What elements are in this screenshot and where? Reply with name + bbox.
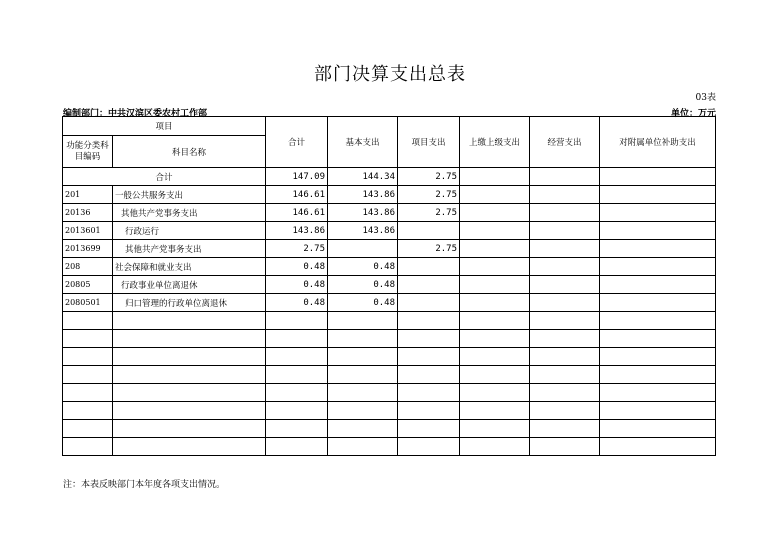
cell-code: 20805 bbox=[63, 276, 113, 294]
cell-total: 0.48 bbox=[266, 294, 328, 312]
cell-upper bbox=[460, 294, 530, 312]
cell-empty bbox=[460, 312, 530, 330]
cell-empty bbox=[600, 420, 716, 438]
table-row-empty bbox=[63, 384, 716, 402]
cell-business bbox=[530, 204, 600, 222]
cell-business bbox=[530, 222, 600, 240]
table-row bbox=[63, 276, 716, 294]
cell-empty bbox=[266, 402, 328, 420]
cell-upper bbox=[460, 186, 530, 204]
cell-basic: 144.34 bbox=[328, 168, 398, 186]
table-row bbox=[63, 294, 716, 312]
cell-project: 2.75 bbox=[398, 204, 460, 222]
cell-empty bbox=[266, 384, 328, 402]
cell-project: 2.75 bbox=[398, 186, 460, 204]
cell-empty bbox=[530, 366, 600, 384]
cell-empty bbox=[266, 348, 328, 366]
cell-code: 201 bbox=[63, 186, 113, 204]
unit-label: 单位：万元 bbox=[670, 109, 716, 119]
header-total: 合计 bbox=[266, 117, 328, 168]
cell-subsidy bbox=[600, 258, 716, 276]
cell-empty bbox=[530, 348, 600, 366]
header-code: 功能分类科目编码 bbox=[63, 136, 113, 168]
header-project: 项目支出 bbox=[398, 117, 460, 168]
table-row-empty bbox=[63, 348, 716, 366]
header-subsidy: 对附属单位补助支出 bbox=[600, 117, 716, 168]
cell-project: 2.75 bbox=[398, 168, 460, 186]
cell-empty bbox=[530, 384, 600, 402]
table-number: 03表 bbox=[695, 93, 716, 103]
cell-empty bbox=[266, 330, 328, 348]
table-total-row bbox=[63, 168, 716, 186]
cell-basic: 143.86 bbox=[328, 186, 398, 204]
cell-empty bbox=[328, 420, 398, 438]
table-row bbox=[63, 240, 716, 258]
cell-empty bbox=[63, 384, 113, 402]
cell-empty bbox=[600, 438, 716, 456]
cell-name: 其他共产党事务支出 bbox=[113, 240, 266, 258]
cell-empty bbox=[266, 366, 328, 384]
cell-subsidy bbox=[600, 204, 716, 222]
cell-empty bbox=[328, 366, 398, 384]
cell-upper bbox=[460, 204, 530, 222]
cell-empty bbox=[63, 348, 113, 366]
cell-total: 147.09 bbox=[266, 168, 328, 186]
cell-empty bbox=[113, 348, 266, 366]
cell-empty bbox=[460, 366, 530, 384]
table-row-empty bbox=[63, 366, 716, 384]
cell-empty bbox=[530, 438, 600, 456]
cell-business bbox=[530, 294, 600, 312]
table-row-empty bbox=[63, 312, 716, 330]
cell-empty bbox=[460, 348, 530, 366]
cell-empty bbox=[63, 330, 113, 348]
cell-empty bbox=[328, 348, 398, 366]
cell-basic: 0.48 bbox=[328, 258, 398, 276]
cell-empty bbox=[600, 330, 716, 348]
cell-name: 归口管理的行政单位离退休 bbox=[113, 294, 266, 312]
cell-empty bbox=[266, 312, 328, 330]
cell-business bbox=[530, 276, 600, 294]
cell-project bbox=[398, 294, 460, 312]
cell-total: 0.48 bbox=[266, 258, 328, 276]
cell-name: 行政事业单位离退休 bbox=[113, 276, 266, 294]
cell-empty bbox=[600, 402, 716, 420]
cell-empty bbox=[113, 330, 266, 348]
cell-code: 2080501 bbox=[63, 294, 113, 312]
department-label: 编制部门：中共汉滨区委农村工作部 bbox=[63, 109, 208, 119]
cell-code: 208 bbox=[63, 258, 113, 276]
cell-empty bbox=[398, 438, 460, 456]
table-row bbox=[63, 222, 716, 240]
total-label: 合计 bbox=[63, 168, 266, 186]
header-name: 科目名称 bbox=[113, 136, 266, 168]
cell-empty bbox=[530, 420, 600, 438]
cell-upper bbox=[460, 222, 530, 240]
cell-subsidy bbox=[600, 276, 716, 294]
cell-total: 143.86 bbox=[266, 222, 328, 240]
cell-empty bbox=[113, 420, 266, 438]
cell-empty bbox=[63, 366, 113, 384]
header-item: 项目 bbox=[63, 117, 266, 136]
cell-empty bbox=[113, 366, 266, 384]
cell-name: 行政运行 bbox=[113, 222, 266, 240]
cell-project: 2.75 bbox=[398, 240, 460, 258]
cell-subsidy bbox=[600, 186, 716, 204]
cell-empty bbox=[398, 384, 460, 402]
cell-total: 146.61 bbox=[266, 186, 328, 204]
cell-empty bbox=[460, 384, 530, 402]
cell-empty bbox=[328, 330, 398, 348]
cell-total: 2.75 bbox=[266, 240, 328, 258]
cell-code: 2013699 bbox=[63, 240, 113, 258]
cell-subsidy bbox=[600, 240, 716, 258]
cell-empty bbox=[460, 438, 530, 456]
cell-empty bbox=[460, 420, 530, 438]
cell-empty bbox=[530, 312, 600, 330]
table-row-empty bbox=[63, 402, 716, 420]
table-row bbox=[63, 258, 716, 276]
cell-empty bbox=[63, 420, 113, 438]
cell-empty bbox=[63, 438, 113, 456]
cell-empty bbox=[113, 438, 266, 456]
table-row-empty bbox=[63, 330, 716, 348]
cell-basic: 0.48 bbox=[328, 276, 398, 294]
cell-basic: 0.48 bbox=[328, 294, 398, 312]
table-row-empty bbox=[63, 420, 716, 438]
cell-business bbox=[530, 240, 600, 258]
cell-empty bbox=[63, 312, 113, 330]
cell-empty bbox=[113, 384, 266, 402]
cell-empty bbox=[328, 384, 398, 402]
cell-empty bbox=[328, 312, 398, 330]
cell-empty bbox=[600, 366, 716, 384]
cell-empty bbox=[266, 420, 328, 438]
cell-empty bbox=[600, 312, 716, 330]
cell-project bbox=[398, 258, 460, 276]
cell-empty bbox=[600, 384, 716, 402]
cell-business bbox=[530, 168, 600, 186]
table-row bbox=[63, 186, 716, 204]
page-title: 部门决算支出总表 bbox=[314, 64, 466, 85]
cell-empty bbox=[530, 330, 600, 348]
cell-name: 一般公共服务支出 bbox=[113, 186, 266, 204]
cell-code: 2013601 bbox=[63, 222, 113, 240]
cell-empty bbox=[113, 312, 266, 330]
cell-subsidy bbox=[600, 222, 716, 240]
cell-empty bbox=[266, 438, 328, 456]
cell-subsidy bbox=[600, 294, 716, 312]
cell-empty bbox=[460, 402, 530, 420]
cell-business bbox=[530, 186, 600, 204]
table-row-empty bbox=[63, 438, 716, 456]
table-row bbox=[63, 204, 716, 222]
cell-empty bbox=[398, 420, 460, 438]
cell-business bbox=[530, 258, 600, 276]
cell-upper bbox=[460, 258, 530, 276]
cell-empty bbox=[398, 330, 460, 348]
cell-basic: 143.86 bbox=[328, 222, 398, 240]
cell-empty bbox=[398, 402, 460, 420]
cell-subsidy bbox=[600, 168, 716, 186]
expenditure-table bbox=[62, 116, 716, 456]
footnote: 注：本表反映部门本年度各项支出情况。 bbox=[63, 480, 226, 490]
header-business: 经营支出 bbox=[530, 117, 600, 168]
cell-empty bbox=[63, 402, 113, 420]
cell-empty bbox=[398, 348, 460, 366]
cell-name: 社会保障和就业支出 bbox=[113, 258, 266, 276]
cell-upper bbox=[460, 276, 530, 294]
cell-upper bbox=[460, 240, 530, 258]
header-basic: 基本支出 bbox=[328, 117, 398, 168]
cell-basic bbox=[328, 240, 398, 258]
cell-empty bbox=[328, 402, 398, 420]
cell-name: 其他共产党事务支出 bbox=[113, 204, 266, 222]
header-upper: 上缴上级支出 bbox=[460, 117, 530, 168]
cell-empty bbox=[398, 312, 460, 330]
cell-empty bbox=[398, 366, 460, 384]
cell-empty bbox=[460, 330, 530, 348]
cell-basic: 143.86 bbox=[328, 204, 398, 222]
cell-empty bbox=[530, 402, 600, 420]
cell-empty bbox=[600, 348, 716, 366]
cell-total: 0.48 bbox=[266, 276, 328, 294]
cell-total: 146.61 bbox=[266, 204, 328, 222]
cell-project bbox=[398, 276, 460, 294]
cell-upper bbox=[460, 168, 530, 186]
cell-code: 20136 bbox=[63, 204, 113, 222]
cell-empty bbox=[113, 402, 266, 420]
cell-empty bbox=[328, 438, 398, 456]
cell-project bbox=[398, 222, 460, 240]
